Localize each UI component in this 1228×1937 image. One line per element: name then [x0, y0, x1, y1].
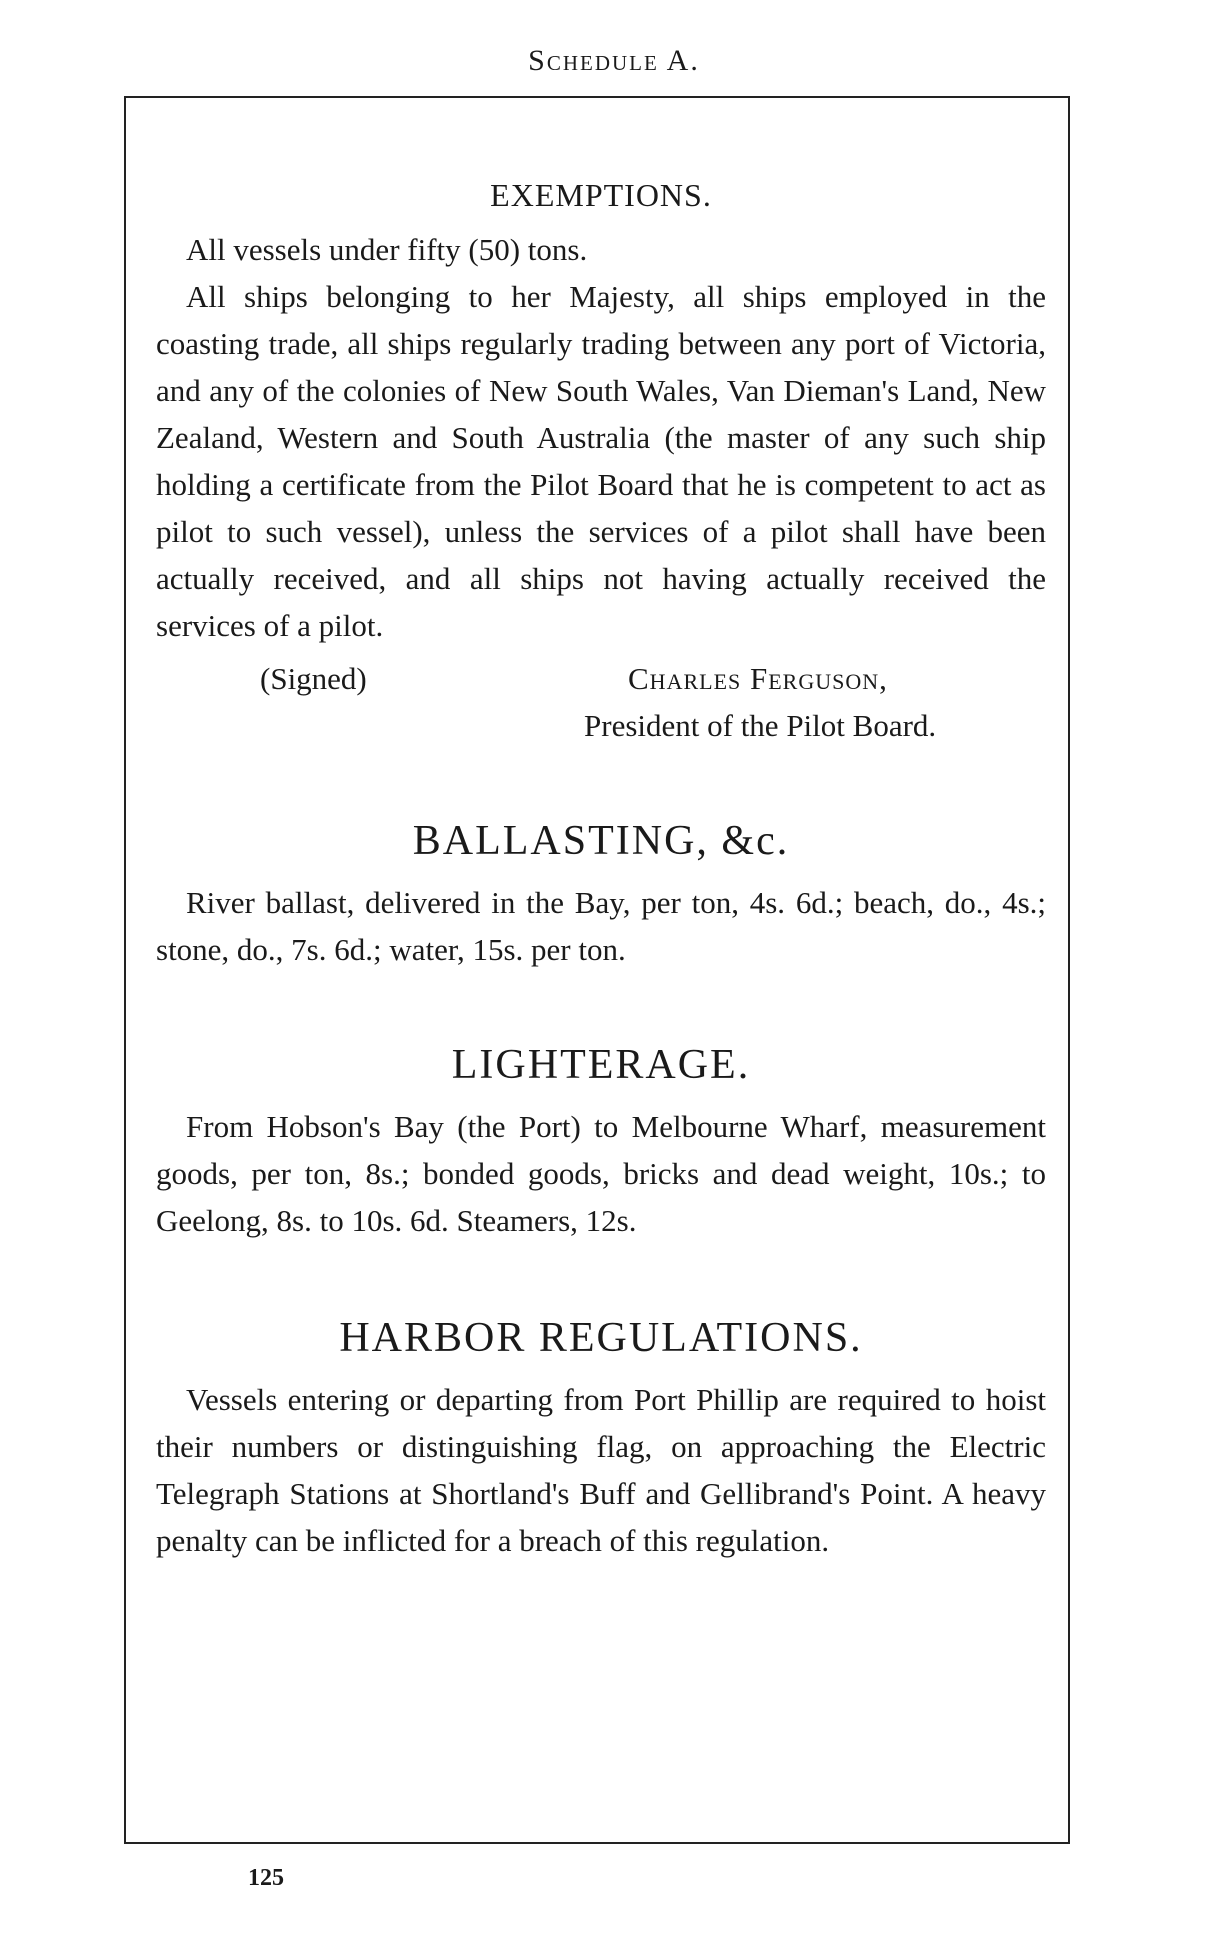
- harbor-regulations-section: [156, 1308, 1046, 1564]
- page-content: [156, 170, 1046, 1564]
- running-head: Schedule A.: [528, 44, 700, 77]
- exemptions-paragraph-1: All vessels under fifty (50) tons.: [186, 232, 588, 267]
- lighterage-section: [156, 1035, 1046, 1244]
- ballasting-paragraph: River ballast, delivered in the Bay, per ton, 4s. 6d.; beach, do., 4s.; stone, do., 7s. 6d.; water, 15s. per ton.: [156, 885, 1046, 967]
- lighterage-paragraph: From Hobson's Bay (the Port) to Melbourne Wharf, measurement goods, per ton, 8s.; bonded goods, bricks and dead weight, 10s.; to Geelong, 8s. to 10s. 6d. Steamers, 12s.: [156, 1109, 1046, 1238]
- section-spacer: [156, 1244, 1046, 1308]
- section-spacer: [156, 751, 1046, 811]
- signatory-name: Charles Ferguson,: [628, 661, 888, 696]
- page-number: 125: [248, 1865, 284, 1891]
- exemptions-paragraph-2: All ships belonging to her Majesty, all ships employed in the coasting trade, all ships regularly trading between any port of Victoria, and any of the colonies of New South Wales, Van Dieman's Land, New Zealand, Western and South Australia (the master of any such ship holding a certificate from the Pilot Board that he is competent to act as pilot to such vessel), unless the services of a pilot shall have been actually received, and all ships not having actually received the services of a pilot.: [156, 279, 1046, 643]
- exemptions-heading: EXEMPTIONS.: [490, 177, 712, 213]
- signatory-title: President of the Pilot Board.: [584, 708, 937, 743]
- ballasting-section: [156, 811, 1046, 973]
- harbor-regulations-paragraph: Vessels entering or departing from Port Phillip are required to hoist their numbers or distinguishing flag, on approaching the Electric Telegraph Stations at Shortland's Buff and Gellibrand's Point. A heavy penalty can be inflicted for a breach of this regulation.: [156, 1382, 1046, 1558]
- ballasting-heading: BALLASTING, &c.: [412, 818, 790, 864]
- harbor-regulations-heading: HARBOR REGULATIONS.: [339, 1315, 863, 1361]
- lighterage-heading: LIGHTERAGE.: [451, 1042, 751, 1088]
- signature-block: [156, 655, 1046, 751]
- signed-label: (Signed): [260, 661, 367, 696]
- section-spacer: [156, 973, 1046, 1035]
- exemptions-section: [156, 170, 1046, 751]
